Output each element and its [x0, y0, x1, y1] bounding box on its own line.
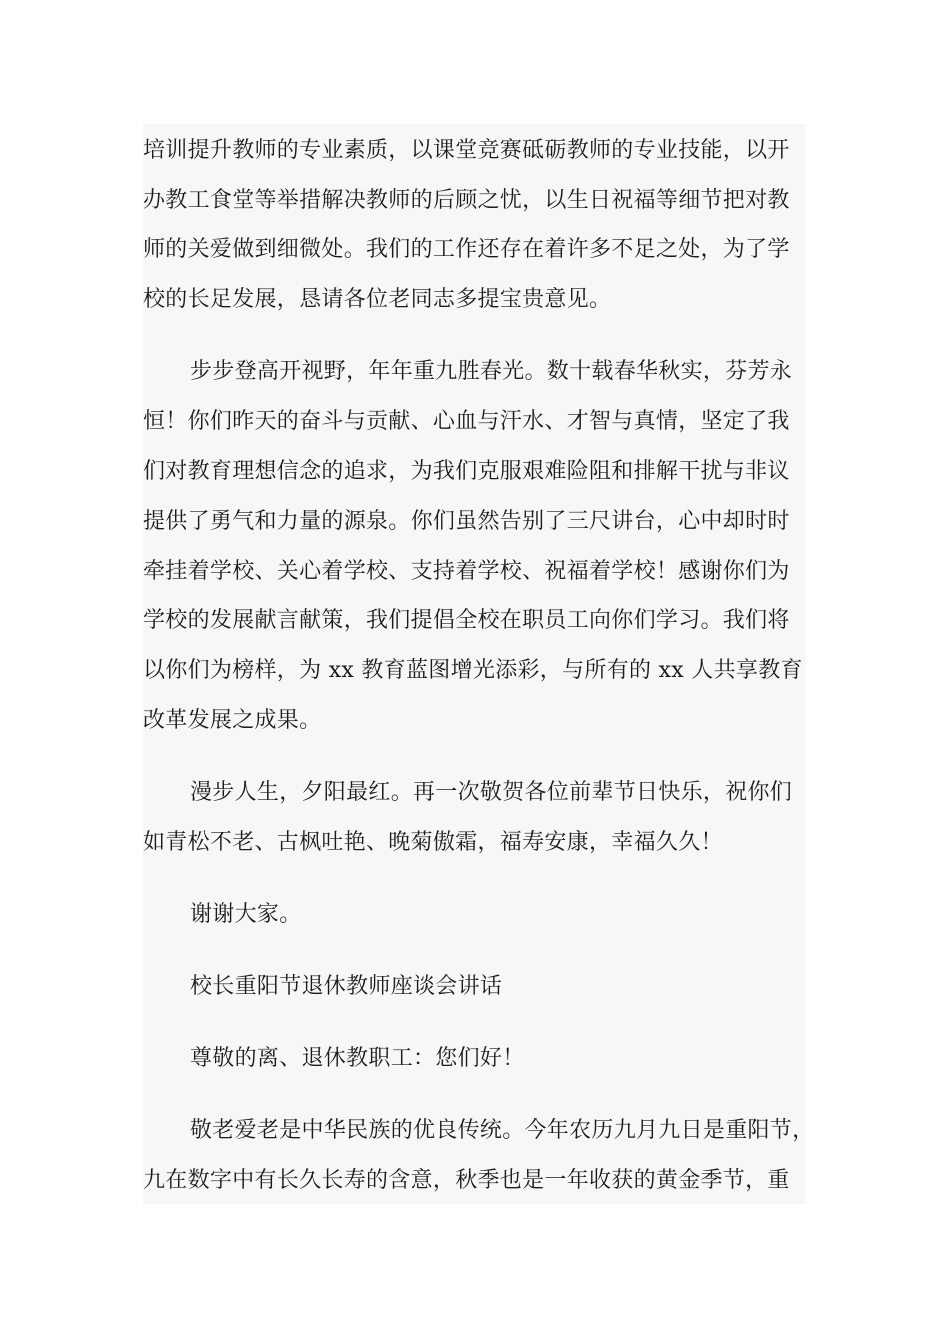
section-title: 校长重阳节退休教师座谈会讲话 — [190, 974, 503, 999]
paragraph-line: 学校的发展献言献策，我们提倡全校在职员工向你们学习。我们将 — [143, 608, 790, 633]
paragraph-line: 校的长足发展，恳请各位老同志多提宝贵意见。 — [143, 287, 612, 312]
paragraph-line: 九在数字中有长久长寿的含意，秋季也是一年收获的黄金季节，重 — [143, 1168, 790, 1193]
paragraph-line: 敬老爱老是中华民族的优良传统。今年农历九月九日是重阳节， — [190, 1118, 815, 1143]
paragraph-line: 改革发展之成果。 — [143, 708, 322, 733]
paragraph-line: 谢谢大家。 — [190, 902, 302, 927]
paragraph-line: 恒！你们昨天的奋斗与贡献、心血与汗水、才智与真情，坚定了我 — [143, 409, 790, 434]
paragraph-line: 步步登高开视野，年年重九胜春光。数十载春华秋实，芬芳永 — [190, 359, 793, 384]
salutation: 尊敬的离、退休教职工：您们好！ — [190, 1046, 525, 1071]
paragraph-line: 提供了勇气和力量的源泉。你们虽然告别了三尺讲台，心中却时时 — [143, 509, 790, 534]
paragraph-line: 培训提升教师的专业素质，以课堂竞赛砥砺教师的专业技能，以开 — [143, 138, 790, 163]
paragraph-line: 牵挂着学校、关心着学校、支持着学校、祝福着学校！感谢你们为 — [143, 559, 790, 584]
paragraph-line: 们对教育理想信念的追求，为我们克服艰难险阻和排解干扰与非议 — [143, 459, 790, 484]
paragraph-line: 以你们为榜样，为 xx 教育蓝图增光添彩，与所有的 xx 人共享教育 — [143, 658, 803, 683]
paragraph-line: 师的关爱做到细微处。我们的工作还存在着许多不足之处，为了学 — [143, 237, 790, 262]
paragraph-line: 如青松不老、古枫吐艳、晚菊傲霜，福寿安康，幸福久久！ — [143, 830, 723, 855]
paragraph-line: 漫步人生，夕阳最红。再一次敬贺各位前辈节日快乐，祝你们 — [190, 780, 793, 805]
paragraph-line: 办教工食堂等举措解决教师的后顾之忧，以生日祝福等细节把对教 — [143, 188, 790, 213]
